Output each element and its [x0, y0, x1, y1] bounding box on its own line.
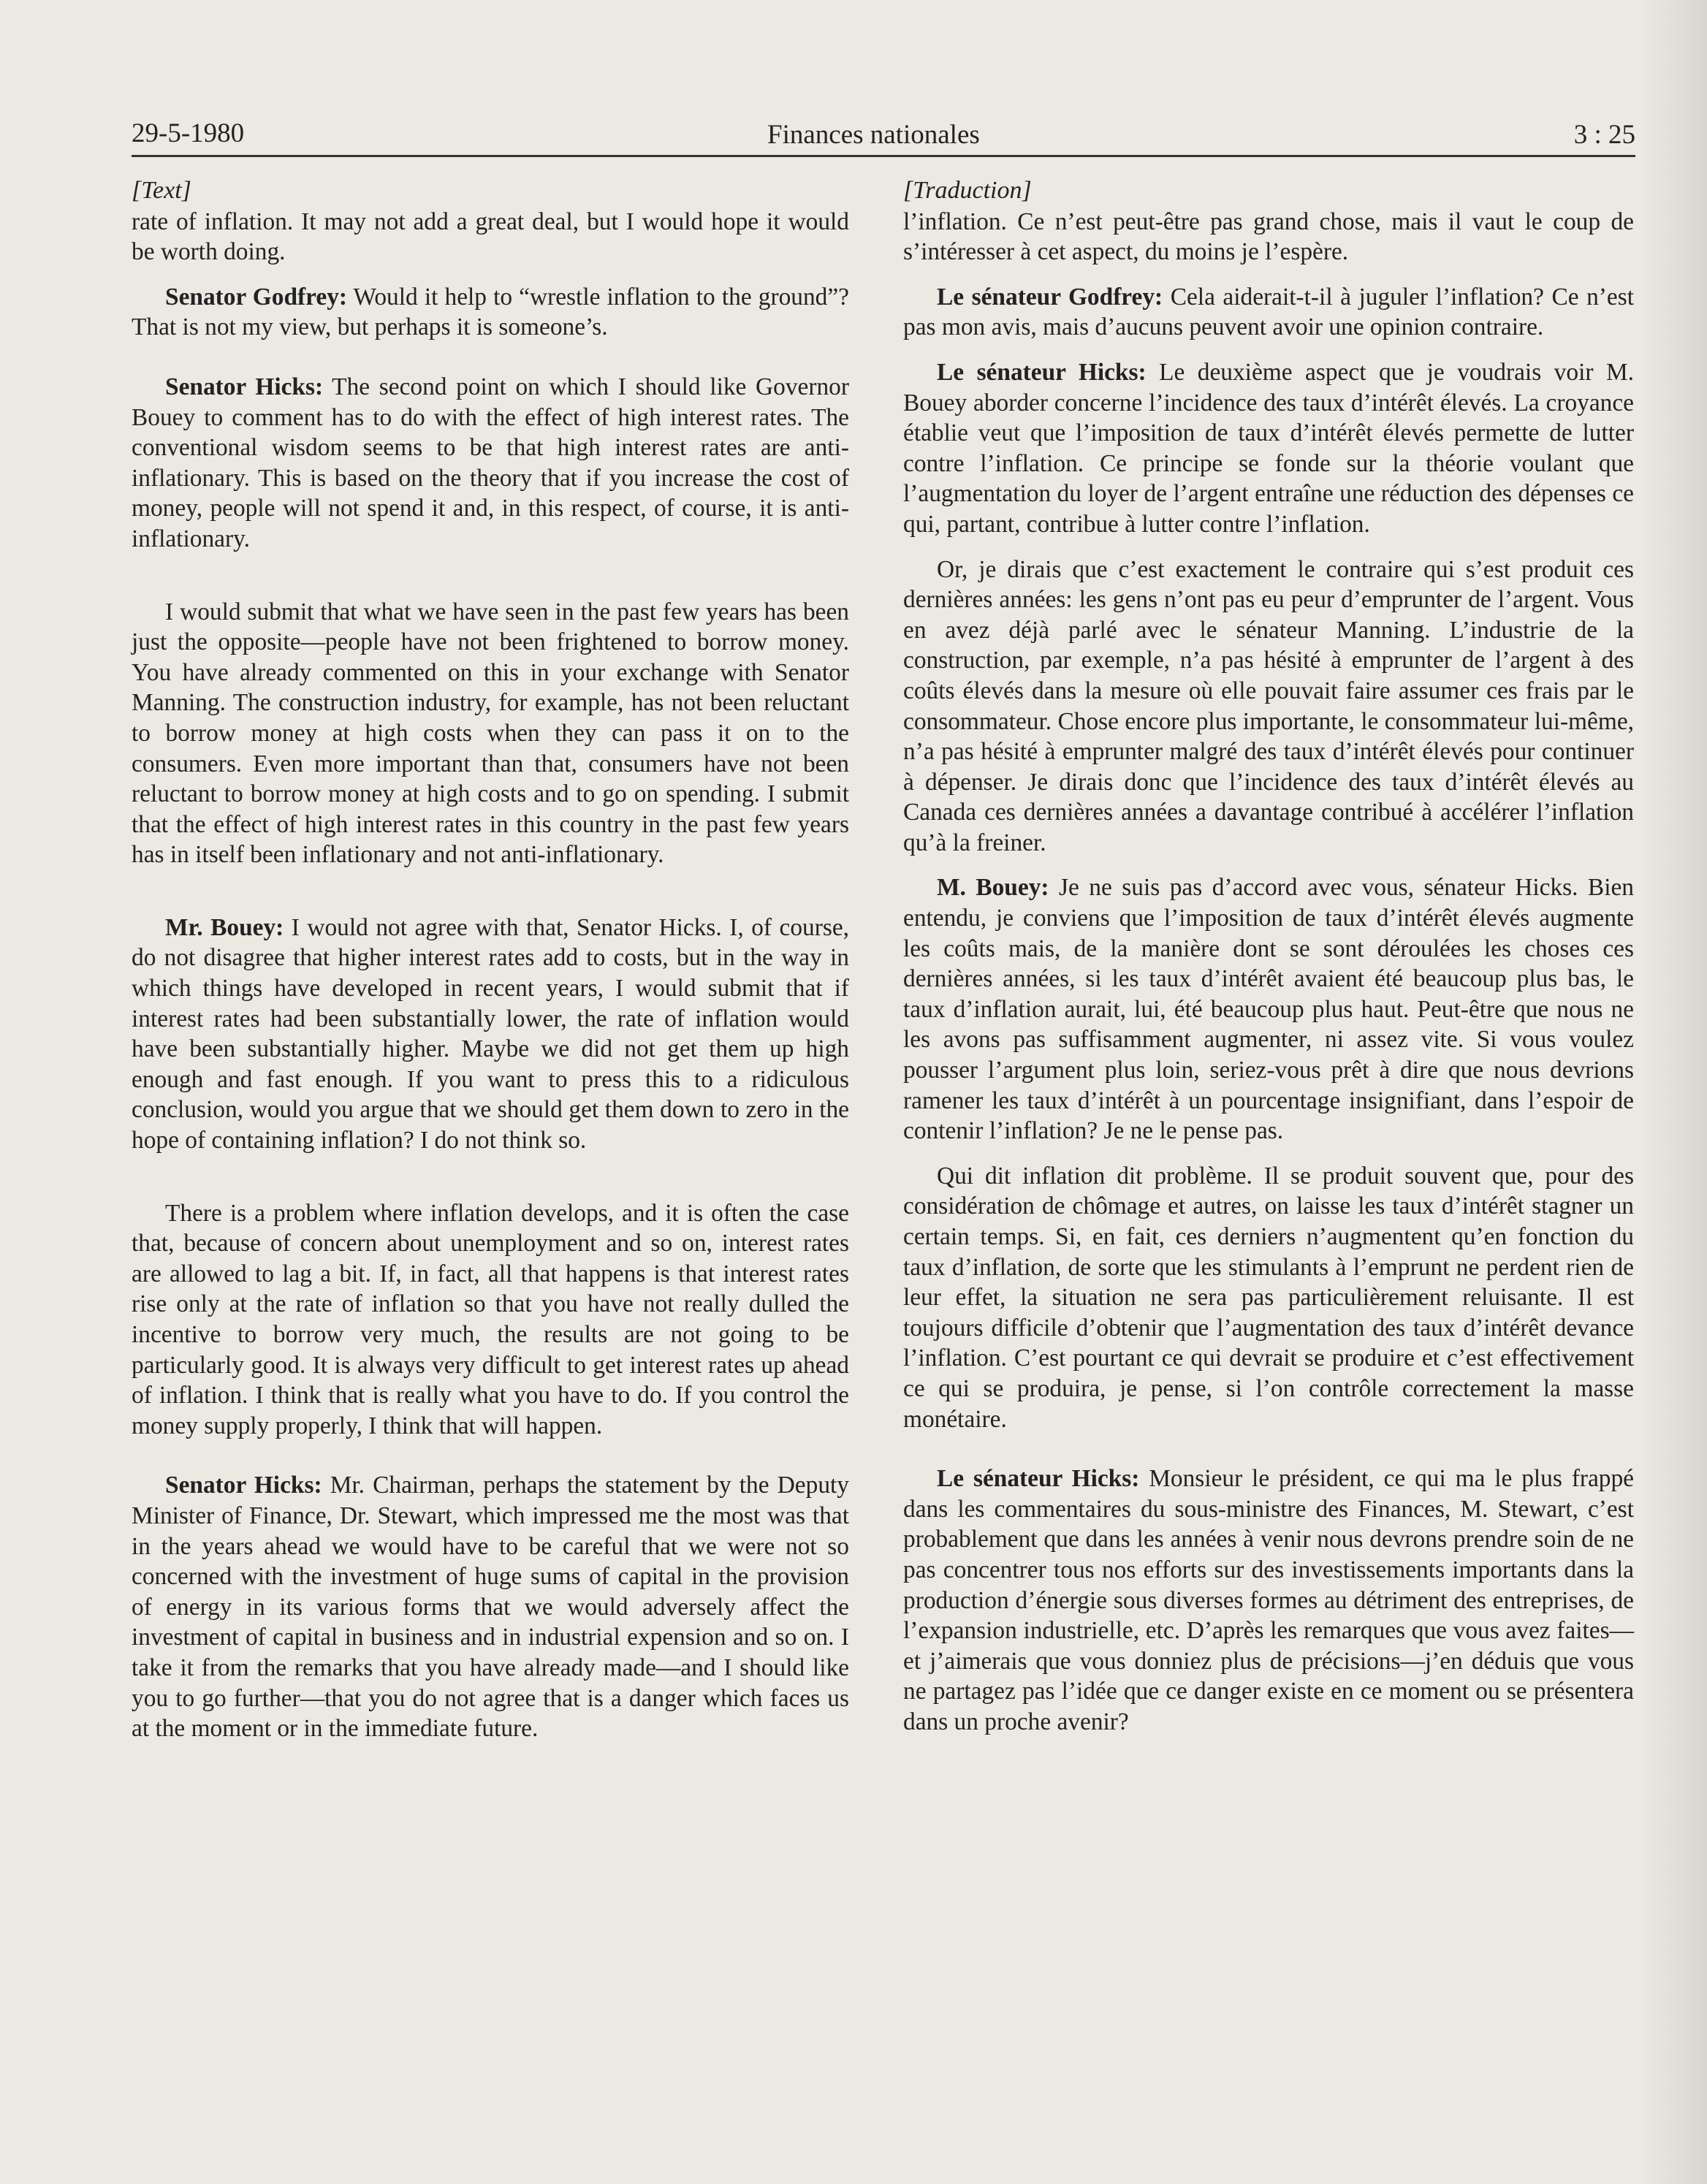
right-speaker-7: Le sénateur Hicks:: [937, 1465, 1140, 1493]
right-paragraph-7: [903, 1464, 1634, 1737]
right-paragraph-3: [903, 357, 1634, 540]
left-text-7: Mr. Chairman, perhaps the statement by the Deputy Minister of Finance, Dr. Stewart, which impressed me the most was that in the years ahead we would have to be careful that we were not so concerned with the investment of huge sums of capital in the provision of energy in its various forms that we would adversely affect the investment of capital in business and in industrial expension and so on. I take it from the remarks that you have already made—and I should like you to go further—that you do not agree that is a danger which faces us at the moment or in the immediate future.: [132, 1472, 849, 1743]
right-paragraph-4: [903, 555, 1634, 859]
header-date: 29-5-1980: [132, 118, 245, 148]
right-text-2: Cela aiderait-t-il à juguler l’inflation? Ce n’est pas mon avis, mais d’aucuns peuvent avoir une opinion contraire.: [903, 283, 1634, 341]
left-column: [132, 175, 849, 1744]
right-text-1: l’inflation. Ce n’est peut-être pas grand chose, mais il vaut le coup de s’intéresser à cet aspect, du moins je l’espère.: [903, 208, 1634, 266]
left-speaker-3: Senator Hicks:: [165, 373, 324, 400]
right-column: [903, 175, 1634, 1738]
left-speaker-2: Senator Godfrey:: [165, 283, 348, 311]
left-text-6: There is a problem where inflation develops, and it is often the case that, because of concern about unemployment and so on, interest rates are allowed to lag a bit. If, in fact, all that happens is that interest rates rise only at the rate of inflation so that you have not really dulled the incentive to borrow very much, the results are not going to be particularly good. It is always very difficult to get interest rates up ahead of inflation. I think that is really what you have to do. If you control the money supply properly, I think that will happen.: [132, 1199, 849, 1439]
left-paragraph-7: [132, 1470, 849, 1743]
left-paragraph-1: [132, 207, 849, 267]
right-text-7: Monsieur le président, ce qui ma le plus frappé dans les commentaires du sous-ministre des Finances, M. Stewart, c’est probablement que dans les années à venir nous devrons prendre soin de ne pas concentrer tous nos efforts sur des investissements importants dans la production d’énergie sous diverses formes au détriment des entreprises, de l’expansion industrielle, etc. D’après les remarques que vous avez faites—et j’aimerais que vous donniez plus de précisions—j’en déduis que vous ne partagez pas l’idée que ce danger existe en ce moment ou se présentera dans un proche avenir?: [903, 1465, 1634, 1735]
right-text-6: Qui dit inflation dit problème. Il se produit souvent que, pour des considération de chômage et autres, on laisse les taux d’intérêt stagner un certain temps. Si, en fait, ces derniers n’augmentent qu’en fonction du taux d’inflation, de sorte que les stimulants à l’emprunt ne perdent rien de leur effet, la situation ne sera pas particulièrement reluisante. Il est toujours difficile d’obtenir que l’augmentation des taux d’intérêt devance l’inflation. C’est pourtant ce qui devrait se produire et c’est effectivement ce qui se produira, je pense, si l’on contrôle correctement la masse monétaire.: [903, 1162, 1634, 1433]
right-speaker-5: M. Bouey:: [937, 874, 1049, 902]
header-page-number: 3 : 25: [1573, 120, 1635, 150]
right-text-4: Or, je dirais que c’est exactement le contraire qui s’est produit ces dernières années: les gens n’ont pas eu peur d’emprunter de l’argent. Vous en avez déjà parlé avec le sénateur Manning. L’industrie de la construction, par exemple, n’a pas hésité à emprunter de l’argent à des coûts élevés dans la mesure où elle pouvait faire assumer ces frais par le consommateur. Chose encore plus importante, le consommateur lui-même, n’a pas hésité à emprunter malgré des taux d’intérêt élevés pour continuer à dépenser. Je dirais donc que l’incidence des taux d’intérêt élevés au Canada ces dernières années a davantage contribué à accélérer l’inflation qu’à la freiner.: [903, 555, 1634, 856]
right-text-3: Le deuxième aspect que je voudrais voir M. Bouey aborder concerne l’incidence des taux d’intérêt élevés. La croyance établie veut que l’imposition de taux d’intérêt élevés permette de lutter contre l’inflation. Ce principe se fonde sur la théorie voulant que l’augmentation du loyer de l’argent entraîne une réduction des dépenses ce qui, partant, contribue à lutter contre l’inflation.: [903, 358, 1634, 538]
header-title: Finances nationales: [767, 120, 980, 150]
left-paragraph-6: [132, 1198, 849, 1442]
right-paragraph-6: [903, 1161, 1634, 1434]
right-speaker-2: Le sénateur Godfrey:: [937, 283, 1163, 311]
right-paragraph-1: [903, 207, 1634, 267]
page-header: [132, 108, 1635, 157]
left-paragraph-5: [132, 913, 849, 1156]
left-text-3: The second point on which I should like Governor Bouey to comment has to do with the effect of high interest rates. The conventional wisdom seems to be that high interest rates are anti-inflationary. This is based on the theory that if you increase the cost of money, people will not spend it and, in this respect, of course, it is anti-inflationary.: [132, 373, 849, 552]
left-paragraph-3: [132, 372, 849, 555]
left-text-5: I would not agree with that, Senator Hicks. I, of course, do not disagree that higher interest rates add to costs, but in the way in which things have developed in recent years, I would submit that if interest rates had been substantially lower, the rate of inflation would have been substantially higher. Maybe we did not get them up high enough and fast enough. If you want to press this to a ridiculous conclusion, would you argue that we should get them down to zero in the hope of containing inflation? I do not think so.: [132, 913, 849, 1154]
left-language-marker: [Text]: [132, 177, 191, 204]
right-speaker-3: Le sénateur Hicks:: [937, 358, 1147, 386]
left-paragraph-4: [132, 597, 849, 870]
left-speaker-7: Senator Hicks:: [165, 1472, 322, 1499]
right-paragraph-5: [903, 872, 1634, 1146]
right-text-5: Je ne suis pas d’accord avec vous, sénateur Hicks. Bien entendu, je conviens que l’imposition de taux d’intérêt élevés augmente les coûts mais, de la manière dont se sont déroulées les choses ces dernières années, si les taux d’intérêt avaient été beaucoup plus bas, le taux d’inflation aurait, lui, été beaucoup plus haut. Peut-être que nous ne les avons pas suffisamment augmenter, ni assez vite. Si vous voulez pousser l’argument plus loin, seriez-vous prêt à dire que nous devrions ramener les taux d’intérêt à un pourcentage insignifiant, dans l’espoir de contenir l’inflation? Je ne le pense pas.: [903, 874, 1634, 1145]
left-paragraph-2: [132, 282, 849, 343]
right-paragraph-2: [903, 282, 1634, 343]
left-text-2: Would it help to “wrestle inflation to the ground”? That is not my view, but perhaps it is someone’s.: [132, 283, 849, 341]
left-text-4: I would submit that what we have seen in the past few years has been just the opposite—people have not been frightened to borrow money. You have already commented on this in your exchange with Senator Manning. The construction industry, for example, has not been reluctant to borrow money at high costs when they can pass it on to the consumers. Even more important than that, consumers have not been reluctant to borrow money at high costs and to go on spending. I submit that the effect of high interest rates in this country in the past few years has in itself been inflationary and not anti-inflationary.: [132, 598, 849, 869]
left-speaker-5: Mr. Bouey:: [165, 913, 284, 941]
left-text-1: rate of inflation. It may not add a great deal, but I would hope it would be worth doing.: [132, 208, 849, 266]
right-language-marker: [Traduction]: [903, 177, 1032, 204]
